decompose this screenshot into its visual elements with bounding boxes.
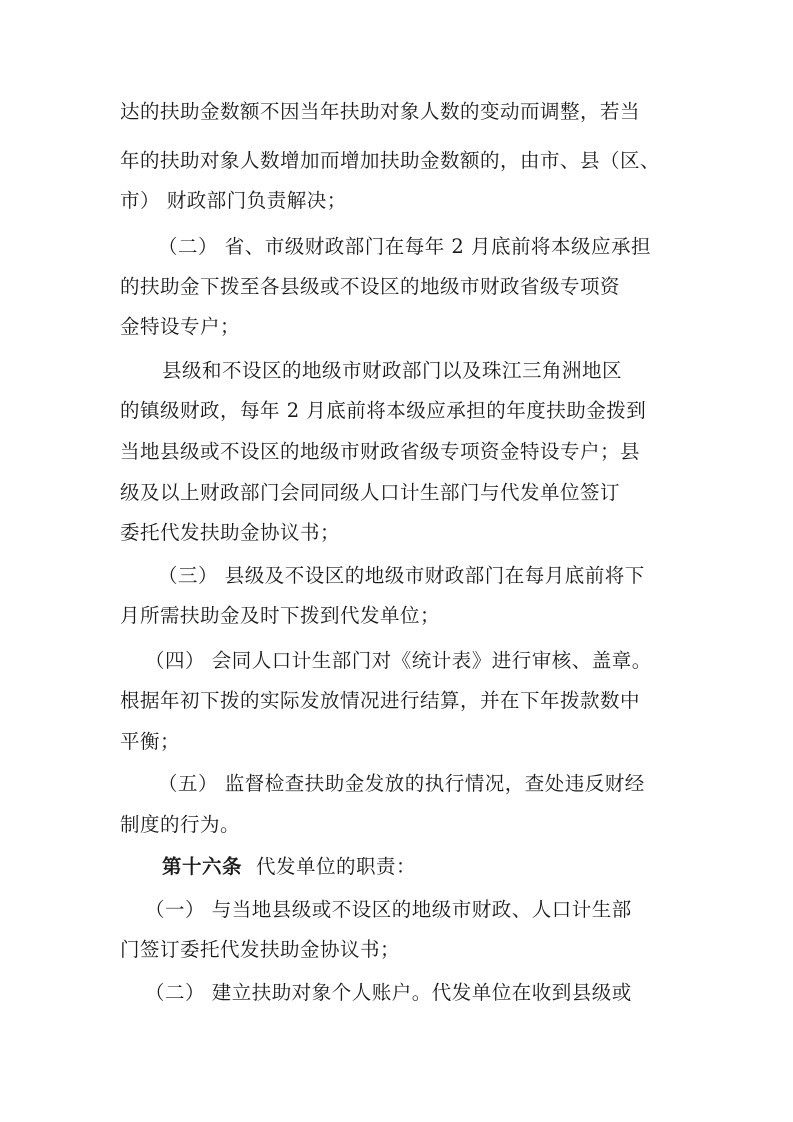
paragraph-line: 委托代发扶助金协议书； (120, 521, 341, 544)
paragraph-line: （一） 与当地县级或不设区的地级市财政、人口计生部 (145, 898, 632, 921)
paragraph-line: 平衡； (120, 730, 181, 753)
paragraph-line: （二） 建立扶助对象个人账户。代发单位在收到县级或 (145, 981, 632, 1004)
paragraph-line: 根据年初下拨的实际发放情况进行结算，并在下年拨款数中 (120, 689, 641, 712)
paragraph-line: 当地县级或不设区的地级市财政省级专项资金特设专户；县 (120, 440, 641, 463)
paragraph-line: 制度的行为。 (120, 813, 241, 836)
paragraph-line: 的镇级财政，每年 2 月底前将本级应承担的年度扶助金拨到 (120, 399, 647, 422)
paragraph-line: 门签订委托代发扶助金协议书； (120, 938, 401, 961)
paragraph-line: （四） 会同人口计生部门对《统计表》进行审核、盖章。 (145, 649, 652, 672)
paragraph-line: 市） 财政部门负责解决； (120, 189, 347, 212)
paragraph-line: 月所需扶助金及时下拨到代发单位； (120, 604, 441, 627)
paragraph-line: （五） 监督检查扶助金发放的执行情况，查处违反财经 (158, 772, 645, 795)
article-heading-line (162, 853, 722, 881)
paragraph-line: （三） 县级及不设区的地级市财政部门在每月底前将下 (158, 564, 645, 587)
paragraph-line: 级及以上财政部门会同同级人口计生部门与代发单位签订 (120, 481, 621, 504)
paragraph-line: 金特设专户； (120, 315, 241, 338)
paragraph-line: （二） 省、市级财政部门在每年 2 月底前将本级应承担 (158, 235, 652, 258)
paragraph-line: 年的扶助对象人数增加而增加扶助金数额的，由市、县（区、 (120, 149, 661, 172)
paragraph-line: 达的扶助金数额不因当年扶助对象人数的变动而调整，若当 (120, 100, 641, 123)
paragraph-line: 县级和不设区的地级市财政部门以及珠江三角洲地区 (162, 359, 623, 382)
paragraph-line: 的扶助金下拨至各县级或不设区的地级市财政省级专项资 (120, 275, 621, 298)
article-heading-text: 代发单位的职责： (256, 855, 417, 878)
article-title: 第十六条 (162, 855, 243, 878)
